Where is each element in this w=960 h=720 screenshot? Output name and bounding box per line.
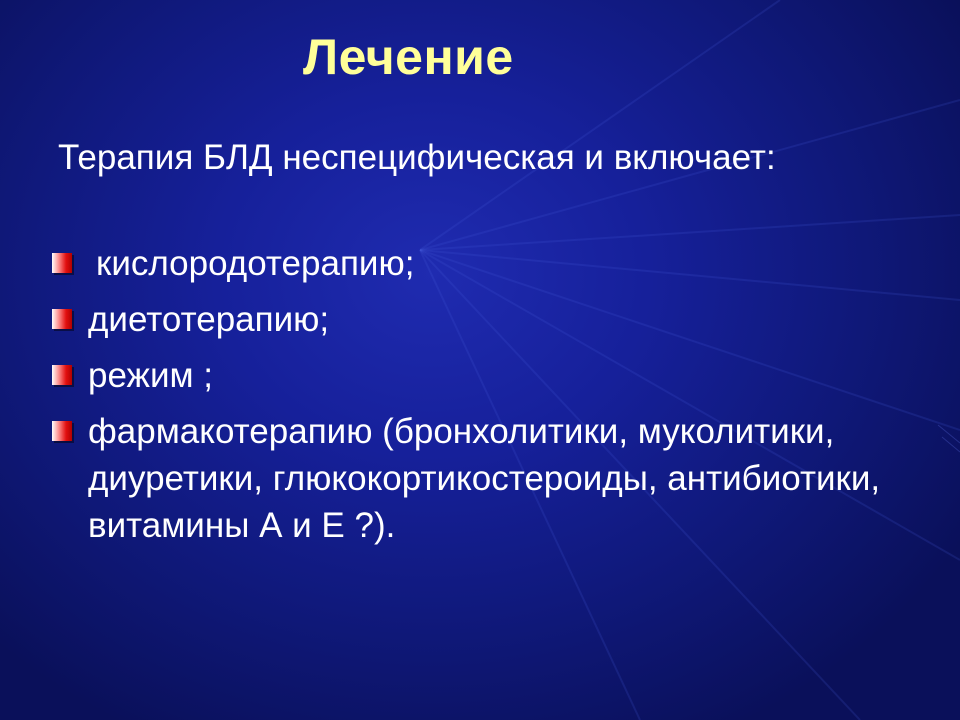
treatment-list <box>50 240 930 558</box>
list-item-text: диетотерапию; <box>88 300 330 339</box>
list-item-text: режим ; <box>88 356 214 395</box>
square-bullet-icon <box>52 253 72 273</box>
list-item <box>50 352 930 399</box>
list-item <box>50 408 930 549</box>
list-item <box>50 240 930 287</box>
square-bullet-icon <box>52 421 72 441</box>
list-item-text: фармакотерапию (бронхолитики, муколитики, диуретики, глюкокортикостероиды, антибиотики, витамины А и Е ?). <box>88 412 881 545</box>
list-item-text: кислородотерапию; <box>96 244 415 283</box>
list-item <box>50 296 930 343</box>
square-bullet-icon <box>52 309 72 329</box>
intro-text: Терапия БЛД неспецифическая и включает: <box>58 138 776 177</box>
square-bullet-icon <box>52 365 72 385</box>
slide-title: Лечение <box>303 29 514 85</box>
